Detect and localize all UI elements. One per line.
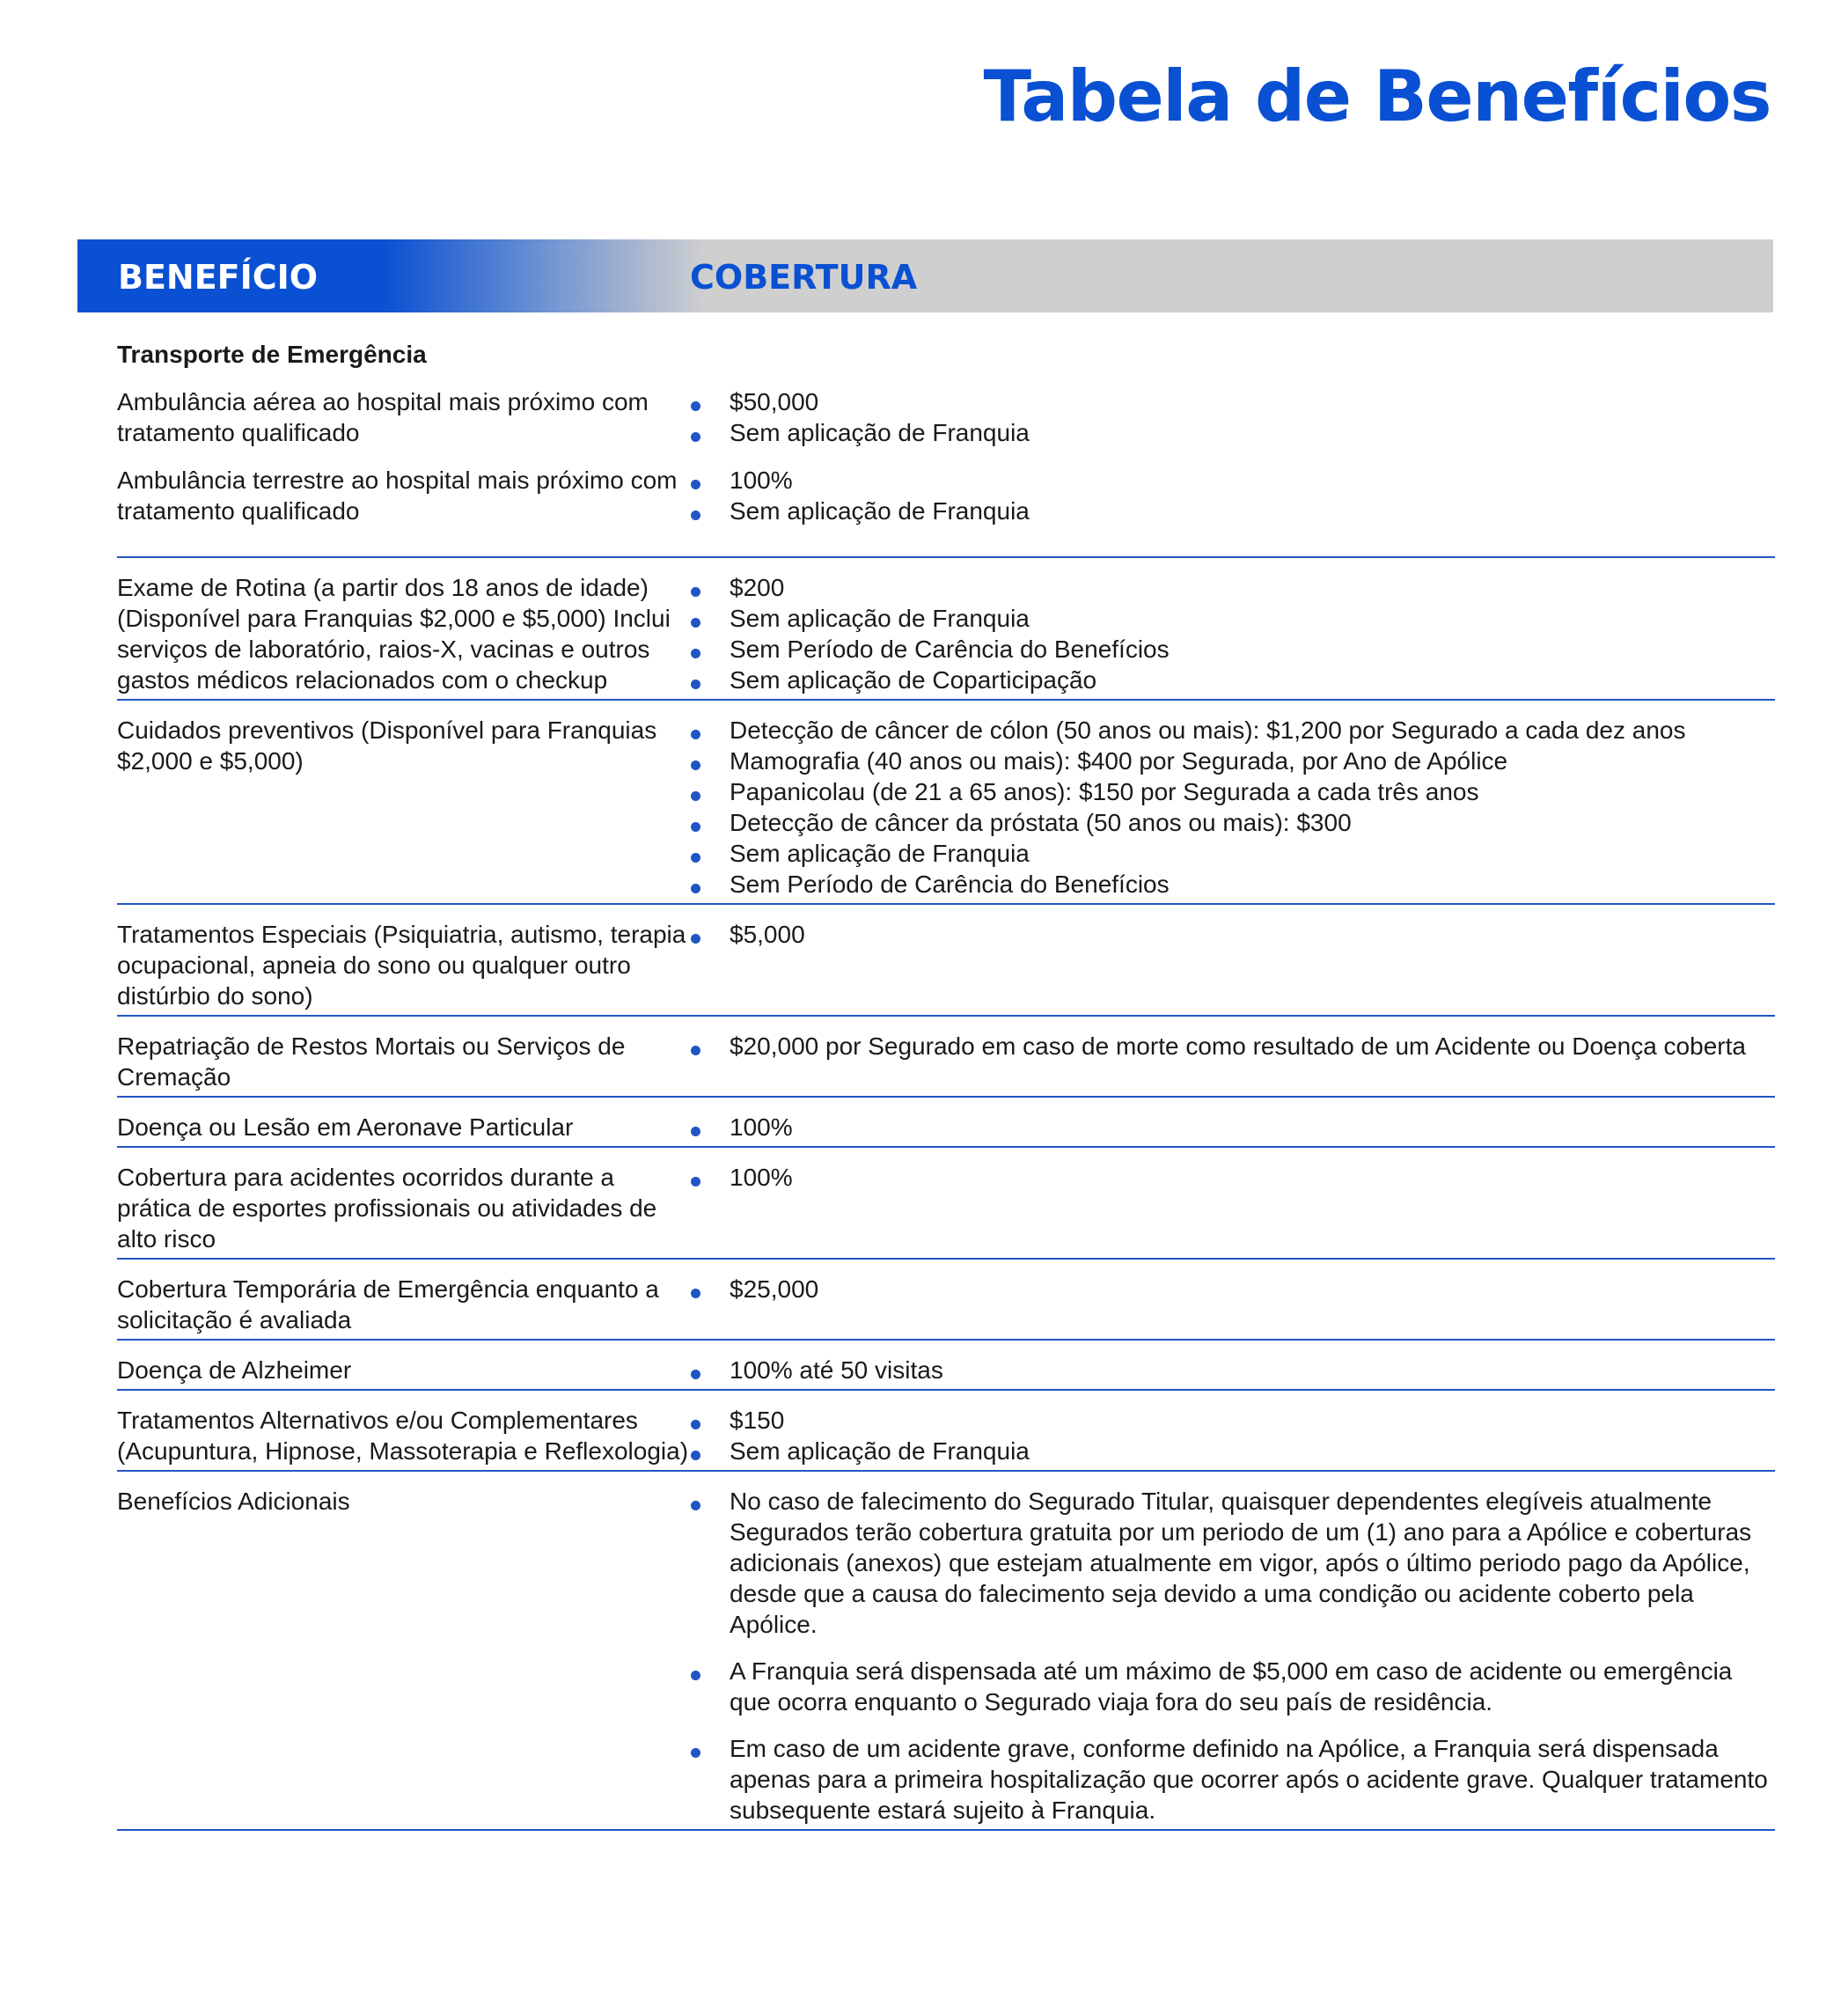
- coverage-item: Sem aplicação de Franquia: [689, 603, 1775, 634]
- page-title: Tabela de Benefícios: [983, 55, 1771, 137]
- table-row: [117, 558, 1775, 701]
- coverage-cell: [689, 1098, 1775, 1146]
- coverage-item: $25,000: [689, 1274, 1775, 1304]
- table-row: [117, 370, 1775, 448]
- coverage-item: Em caso de um acidente grave, conforme definido na Apólice, a Franquia será dispensada apenas para a primeira hospitalização que ocorrer após o acidente grave. Qualquer tratamento subsequente estará sujeito à Franquia.: [689, 1733, 1775, 1826]
- table-row: [117, 1017, 1775, 1098]
- coverage-cell: [689, 1472, 1775, 1829]
- coverage-cell: [689, 1260, 1775, 1339]
- benefit-cell: Cobertura para acidentes ocorridos durante a prática de esportes profissionais ou atividades de alto risco: [117, 1164, 657, 1253]
- coverage-cell: [689, 370, 1775, 448]
- coverage-item: $5,000: [689, 919, 1775, 950]
- coverage-item: Detecção de câncer da próstata (50 anos ou mais): $300: [689, 807, 1775, 838]
- benefit-cell: Exame de Rotina (a partir dos 18 anos de idade) (Disponível para Franquias $2,000 e $5,000) Inclui serviços de laboratório, raios-X, vacinas e outros gastos médicos relacionados com o checkup: [117, 574, 671, 694]
- coverage-item: 100%: [689, 1162, 1775, 1193]
- coverage-item: Sem aplicação de Coparticipação: [689, 665, 1775, 695]
- coverage-item: Sem aplicação de Franquia: [689, 838, 1775, 869]
- section-heading-row: [117, 331, 1775, 370]
- coverage-cell: [689, 905, 1775, 1015]
- benefit-cell: Tratamentos Especiais (Psiquiatria, autismo, terapia ocupacional, apneia do sono ou qualquer outro distúrbio do sono): [117, 921, 686, 1010]
- coverage-item: 100% até 50 visitas: [689, 1355, 1775, 1385]
- coverage-item: Sem Período de Carência do Benefícios: [689, 869, 1775, 900]
- coverage-item: Sem Período de Carência do Benefícios: [689, 634, 1775, 665]
- benefit-cell: Benefícios Adicionais: [117, 1488, 350, 1515]
- section-heading: Transporte de Emergência: [117, 341, 427, 368]
- benefit-cell: Doença de Alzheimer: [117, 1356, 352, 1384]
- header-benefit: BENEFÍCIO: [118, 258, 319, 297]
- benefit-cell: Tratamentos Alternativos e/ou Complementares (Acupuntura, Hipnose, Massoterapia e Reflexologia): [117, 1407, 689, 1465]
- coverage-item: Sem aplicação de Franquia: [689, 496, 1775, 526]
- table-row: [117, 448, 1775, 558]
- benefit-cell: Doença ou Lesão em Aeronave Particular: [117, 1113, 574, 1141]
- coverage-item: Mamografia (40 anos ou mais): $400 por Segurada, por Ano de Apólice: [689, 746, 1775, 776]
- coverage-cell: [689, 1341, 1775, 1389]
- benefits-table: [117, 331, 1775, 1831]
- header-coverage: COBERTURA: [690, 258, 918, 297]
- coverage-item: 100%: [689, 1112, 1775, 1142]
- coverage-item: Detecção de câncer de cólon (50 anos ou mais): $1,200 por Segurado a cada dez anos: [689, 715, 1775, 746]
- coverage-item: $20,000 por Segurado em caso de morte como resultado de um Acidente ou Doença coberta: [689, 1031, 1775, 1062]
- coverage-item: Sem aplicação de Franquia: [689, 1436, 1775, 1466]
- benefit-cell: Cuidados preventivos (Disponível para Franquias $2,000 e $5,000): [117, 716, 657, 775]
- benefit-cell: Repatriação de Restos Mortais ou Serviços de Cremação: [117, 1032, 626, 1091]
- benefit-cell: Ambulância aérea ao hospital mais próximo com tratamento qualificado: [117, 388, 649, 446]
- table-header: [77, 239, 1773, 312]
- benefit-cell: Ambulância terrestre ao hospital mais próximo com tratamento qualificado: [117, 467, 678, 525]
- coverage-cell: [689, 701, 1775, 903]
- table-row: [117, 1098, 1775, 1148]
- table-row: [117, 1260, 1775, 1341]
- table-row: [117, 905, 1775, 1017]
- coverage-item: Papanicolau (de 21 a 65 anos): $150 por Segurada a cada três anos: [689, 776, 1775, 807]
- coverage-item: $50,000: [689, 386, 1775, 417]
- table-row: [117, 1341, 1775, 1391]
- coverage-item: $200: [689, 572, 1775, 603]
- coverage-cell: [689, 448, 1775, 526]
- coverage-item: A Franquia será dispensada até um máximo de $5,000 em caso de acidente ou emergência que ocorra enquanto o Segurado viaja fora do seu país de residência.: [689, 1656, 1775, 1717]
- coverage-cell: [689, 1017, 1775, 1096]
- table-row: [117, 1391, 1775, 1472]
- coverage-item: $150: [689, 1405, 1775, 1436]
- coverage-item: 100%: [689, 465, 1775, 496]
- benefit-cell: Cobertura Temporária de Emergência enquanto a solicitação é avaliada: [117, 1275, 659, 1333]
- table-row: [117, 1148, 1775, 1260]
- coverage-item: Sem aplicação de Franquia: [689, 417, 1775, 448]
- coverage-item: No caso de falecimento do Segurado Titular, quaisquer dependentes elegíveis atualmente Segurados terão cobertura gratuita por um periodo de um (1) ano para a Apólice e coberturas adicionais (anexos) que estejam atualmente em vigor, após o último periodo pago da Apólice, desde que a causa do falecimento seja devido a uma condição ou acidente coberto pela Apólice.: [689, 1486, 1775, 1640]
- table-row: [117, 701, 1775, 905]
- coverage-cell: [689, 1148, 1775, 1258]
- table-row: [117, 1472, 1775, 1831]
- coverage-cell: [689, 1391, 1775, 1470]
- coverage-cell: [689, 558, 1775, 699]
